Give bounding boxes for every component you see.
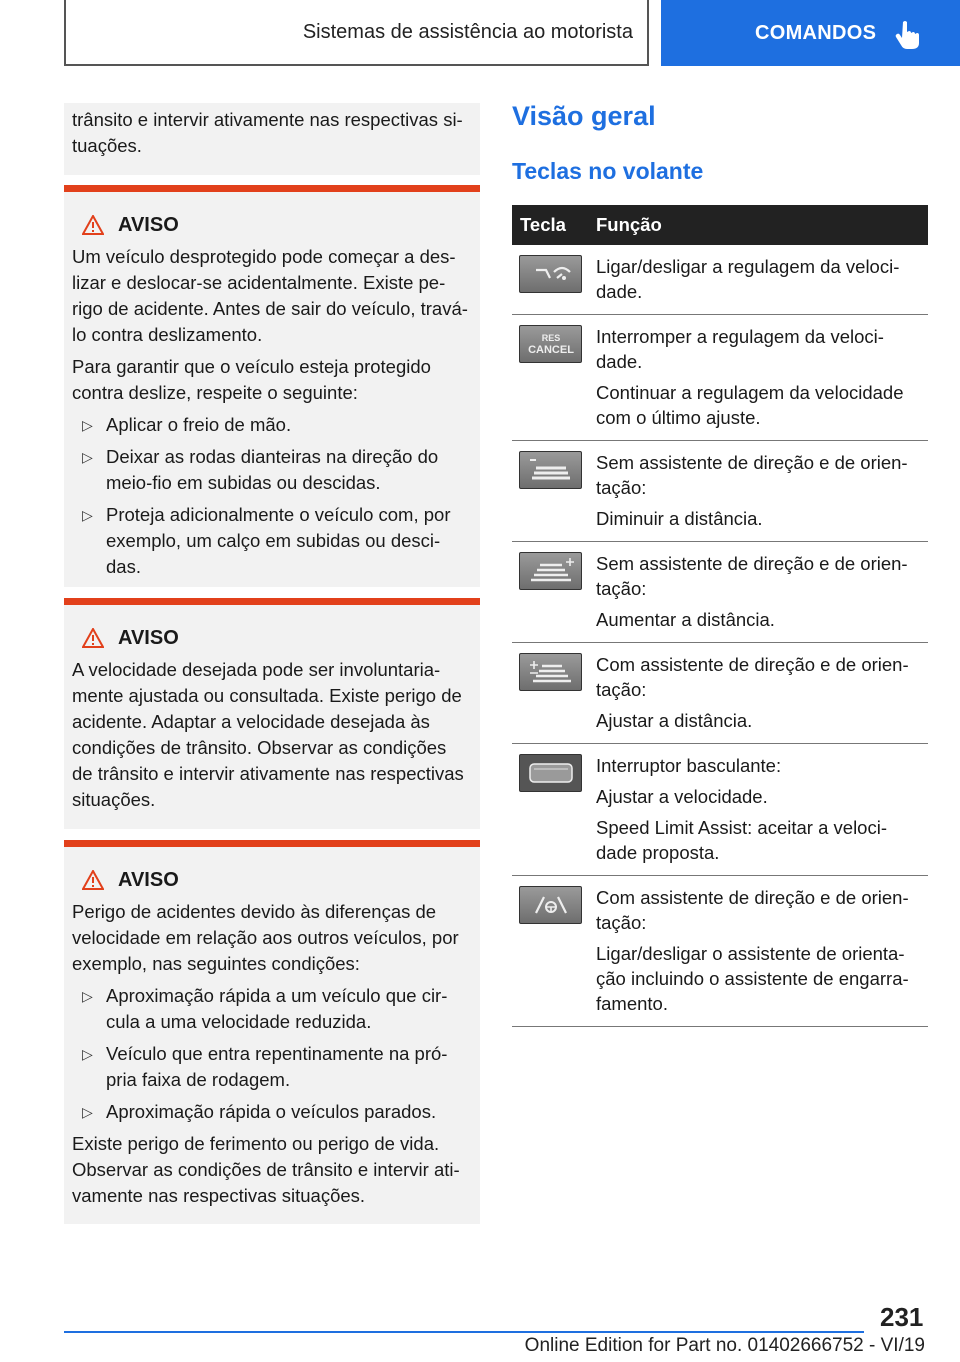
- list-item: [72, 444, 472, 496]
- triangle-bullet-icon: ▷: [82, 449, 93, 465]
- chapter-tab[interactable]: [661, 0, 960, 66]
- list-item: [72, 1099, 472, 1125]
- row-text: Ligar/desligar o assistente de orienta-ção incluindo o assistente de engarra-famento.: [596, 943, 909, 1014]
- row-text: Ligar/desligar a regulagem da veloci-dade.: [596, 256, 900, 302]
- warning-text: Perigo de acidentes devido às diferenças de velocidade em relação aos outros veículos, por exemplo, nas seguintes condições:: [72, 901, 459, 974]
- warning-heading: [82, 212, 472, 238]
- subsection-heading: Teclas no volante: [512, 158, 704, 184]
- table-row: [512, 441, 928, 542]
- triangle-bullet-icon: ▷: [82, 417, 93, 433]
- continuation-text: trânsito e intervir ativamente nas respectivas si-tuações.: [72, 109, 463, 156]
- warning-box-1: [64, 185, 480, 587]
- row-text: Diminuir a distância.: [596, 508, 763, 529]
- section-header: [64, 0, 649, 66]
- footer-divider: [64, 1331, 864, 1333]
- row-text: Interromper a regulagem da veloci-dade.: [596, 326, 884, 372]
- section-title: Sistemas de assistência ao motorista: [302, 20, 633, 43]
- res-cancel-icon: [519, 325, 582, 363]
- distance-adjust-icon: [519, 653, 582, 691]
- warning-list: [72, 412, 472, 580]
- footer-edition: Online Edition for Part no. 01402666752 - VI/19: [524, 1335, 925, 1356]
- table-header: [512, 205, 928, 245]
- list-item-text: Veículo que entra repentinamente na pró-pria faixa de rodagem.: [106, 1043, 448, 1090]
- row-text: Sem assistente de direção e de orien-tação:: [596, 452, 908, 498]
- row-text: Continuar a regulagem da velocidade com o último ajuste.: [596, 382, 904, 428]
- table-row: [512, 542, 928, 643]
- speed-control-icon: [519, 255, 582, 293]
- list-item: [72, 1041, 472, 1093]
- warning-heading: [82, 625, 472, 651]
- warning-text: A velocidade desejada pode ser involuntaria-mente ajustada ou consultada. Existe perigo de acidente. Adaptar a velocidade desejada às condições de trânsito. Observar as condições de trânsito e intervir ativamente nas respectivas situações.: [72, 659, 464, 810]
- row-text: Com assistente de direção e de orien-tação:: [596, 654, 909, 700]
- warning-text: Para garantir que o veículo esteja protegido contra deslize, respeite o seguinte:: [72, 356, 431, 403]
- distance-decrease-icon: [519, 451, 582, 489]
- warning-triangle-icon: [82, 215, 104, 235]
- list-item-text: Aproximação rápida o veículos parados.: [106, 1101, 437, 1122]
- warning-triangle-icon: [82, 628, 104, 648]
- chapter-label: COMANDOS: [755, 21, 877, 44]
- list-item-text: Aplicar o freio de mão.: [106, 414, 292, 435]
- warning-heading: [82, 867, 472, 893]
- row-text: Interruptor basculante:: [596, 755, 782, 776]
- warning-label: AVISO: [118, 627, 179, 649]
- triangle-bullet-icon: ▷: [82, 988, 93, 1004]
- distance-increase-icon: [519, 552, 582, 590]
- row-text: Com assistente de direção e de orien-tação:: [596, 887, 909, 933]
- row-text: Speed Limit Assist: aceitar a veloci-dade proposta.: [596, 817, 887, 863]
- warning-label: AVISO: [118, 214, 179, 236]
- warning-box-3: [64, 840, 480, 1224]
- column-header-function: Função: [596, 214, 662, 235]
- row-text: Aumentar a distância.: [596, 609, 775, 630]
- list-item-text: Proteja adicionalmente o veículo com, por exemplo, um calço em subidas ou desci-das.: [106, 504, 451, 577]
- warning-list: [72, 983, 472, 1125]
- section-heading: Visão geral: [512, 101, 656, 131]
- pointing-hand-icon: [895, 20, 921, 50]
- list-item: [72, 983, 472, 1035]
- row-text: Sem assistente de direção e de orien-tação:: [596, 553, 908, 599]
- row-text: Ajustar a distância.: [596, 710, 753, 731]
- warning-triangle-icon: [82, 870, 104, 890]
- triangle-bullet-icon: ▷: [82, 1104, 93, 1120]
- warning-box-2: [64, 598, 480, 829]
- table-row: [512, 245, 928, 315]
- svg-text:RES: RES: [541, 333, 560, 343]
- svg-text:CANCEL: CANCEL: [527, 344, 574, 356]
- triangle-bullet-icon: ▷: [82, 507, 93, 523]
- rocker-switch-icon: [519, 754, 582, 792]
- list-item: [72, 502, 472, 580]
- list-item-text: Aproximação rápida a um veículo que cir-cula a uma velocidade reduzida.: [106, 985, 448, 1032]
- page-number: 231: [880, 1302, 924, 1332]
- triangle-bullet-icon: ▷: [82, 1046, 93, 1062]
- warning-text: Existe perigo de ferimento ou perigo de vida. Observar as condições de trânsito e intervir ati-vamente nas respectivas situações.: [72, 1133, 460, 1206]
- buttons-table: [512, 205, 928, 1027]
- warning-label: AVISO: [118, 869, 179, 891]
- steering-assistant-icon: [519, 886, 582, 924]
- table-row: [512, 744, 928, 876]
- warning-text: Um veículo desprotegido pode começar a des-lizar e deslocar-se acidentalmente. Existe pe-rigo de acidente. Antes de sair do veículo, travá-lo contra deslizamento.: [72, 246, 468, 345]
- row-text: Ajustar a velocidade.: [596, 786, 768, 807]
- list-item-text: Deixar as rodas dianteiras na direção do meio-fio em subidas ou descidas.: [106, 446, 439, 493]
- continuation-box: [64, 103, 480, 175]
- table-row: [512, 876, 928, 1027]
- list-item: [72, 412, 472, 438]
- table-row: [512, 315, 928, 441]
- table-row: [512, 643, 928, 744]
- column-header-key: Tecla: [520, 214, 566, 235]
